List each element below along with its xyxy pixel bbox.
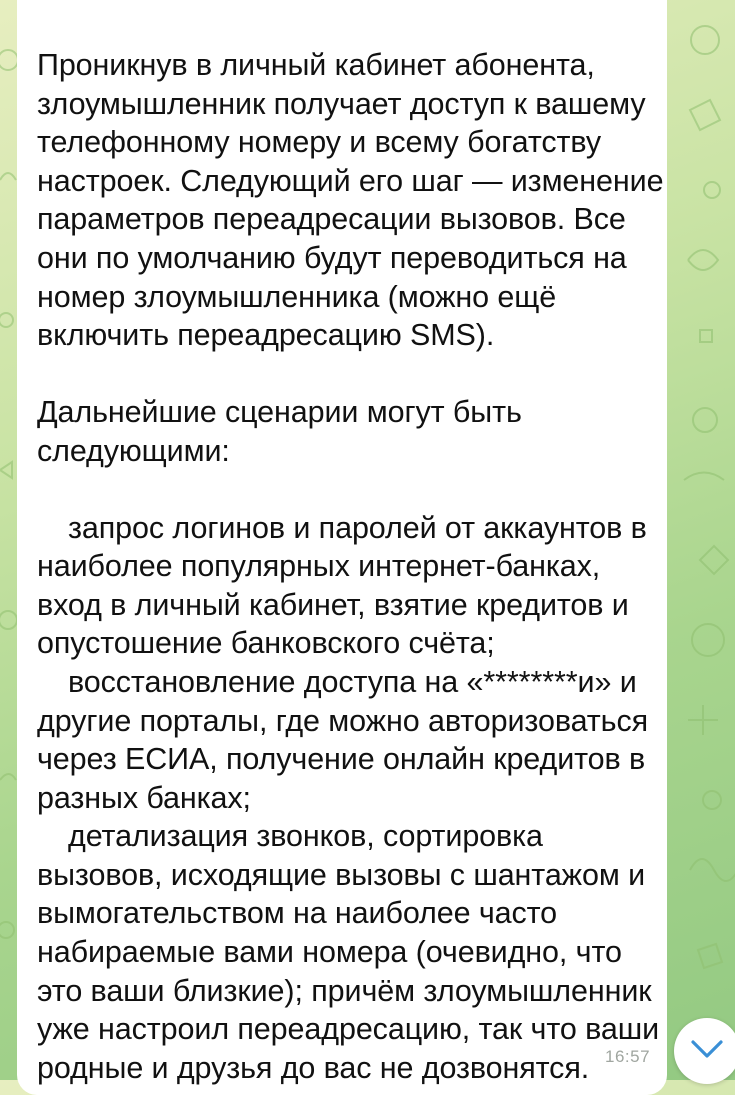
message-line: другие порталы, где можно авторизоваться [37, 703, 649, 738]
message-line: родные и друзья до вас не дозвонятся. [37, 1050, 590, 1085]
message-line: детализация звонков, сортировка [68, 819, 543, 854]
message-line: включить переадресацию SMS). [37, 318, 495, 353]
message-line: номер злоумышленника (можно ещё [37, 279, 557, 314]
message-line: они по умолчанию будут переводиться на [37, 240, 627, 275]
message-line: уже настроил переадресацию, так что ваши [37, 1012, 660, 1047]
message-line: через ЕСИА, получение онлайн кредитов в [37, 742, 646, 777]
message-line: Дальнейшие сценарии могут быть [37, 395, 522, 430]
message-line: параметров переадресации вызовов. Все [37, 202, 626, 237]
message-line: набираемые вами номера (очевидно, что [37, 935, 622, 970]
message-line: наиболее популярных интернет-банках, [37, 549, 601, 584]
message-line: Проникнув в личный кабинет абонента, [37, 48, 595, 82]
message-line: телефонному номеру и всему богатству [37, 125, 601, 160]
message-line: опустошение банковского счёта; [37, 626, 495, 661]
chevron-down-icon [690, 1038, 724, 1060]
message-bubble[interactable] [17, 0, 667, 1095]
list-item [37, 663, 667, 817]
message-line: запрос логинов и паролей от аккаунтов в [68, 510, 647, 545]
message-line: вызовов, исходящие вызовы с шантажом и [37, 857, 646, 892]
message-line: разных банках; [37, 780, 251, 815]
message-line: настроек. Следующий его шаг — изменение [37, 163, 664, 198]
list-item [37, 817, 667, 1087]
message-line: восстановление доступа на «********и» и [68, 664, 637, 699]
message-timestamp: 16:57 [605, 1047, 651, 1066]
message-line: следующими: [37, 433, 230, 468]
message-line: это ваши близкие); причём злоумышленник [37, 973, 652, 1008]
message-line: злоумышленник получает доступ к вашему [37, 86, 646, 121]
list-item [37, 509, 667, 663]
message-paragraph [37, 46, 667, 355]
scroll-to-bottom-button[interactable] [674, 1018, 735, 1084]
message-line: вход в личный кабинет, взятие кредитов и [37, 587, 629, 622]
message-line: вымогательством на наиболее часто [37, 896, 558, 931]
message-paragraph [37, 393, 667, 470]
